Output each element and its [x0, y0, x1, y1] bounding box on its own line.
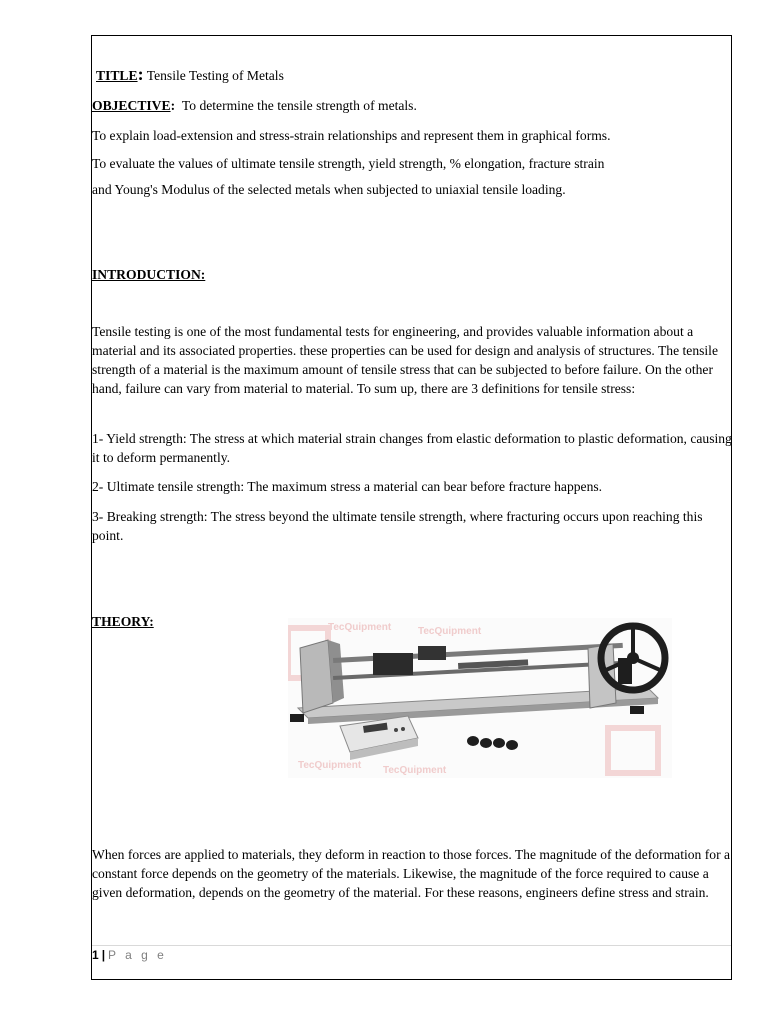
watermark-text-bottom-2: TecQuipment — [383, 765, 447, 776]
objective-label: OBJECTIVE — [92, 98, 171, 113]
objective-line-2: To explain load-extension and stress-strain relationships and represent them in graphical forms. — [92, 128, 611, 143]
objective-colon: : — [170, 98, 176, 113]
title-text: Tensile Testing of Metals — [146, 68, 284, 83]
theory-heading: THEORY: — [92, 614, 154, 629]
objective-line-4: and Young's Modulus of the selected metals when subjected to uniaxial tensile loading. — [92, 182, 566, 197]
title-colon: : — [137, 64, 144, 84]
objective-text: To determine the tensile strength of metals. — [181, 98, 417, 113]
definition-yield: 1- Yield strength: The stress at which material strain changes from elastic deformation to plastic deformation, causing it to deform permanently. — [92, 431, 732, 465]
watermark-text-top: TecQuipment — [328, 622, 392, 633]
page-footer — [92, 947, 167, 963]
definition-breaking: 3- Breaking strength: The stress beyond the ultimate tensile strength, where fracturing occurs upon reaching this point. — [92, 509, 703, 543]
page-label: P a g e — [108, 948, 167, 962]
theory-paragraph: When forces are applied to materials, they deform in reaction to those forces. The magnitude of the deformation for a constant force depends on the geometry of the materials. Likewise, the magnitude of the force required to cause a given deformation, depends on the geometry of the material. For these reasons, engineers define stress and strain. — [92, 847, 731, 900]
introduction-paragraph: Tensile testing is one of the most fundamental tests for engineering, and provides valuable information about a material and its associated properties. these properties can be used for design and analysis of structures. The tensile strength of a material is the maximum amount of tensile stress that can be subjected to before failure. On the other hand, failure can vary from material to material. To sum up, there are 3 definitions for tensile stress: — [92, 324, 718, 396]
footer-divider — [92, 945, 731, 946]
objective-line — [92, 96, 417, 115]
page-number: 1 — [92, 948, 99, 962]
watermark-text-top-2: TecQuipment — [418, 626, 482, 637]
objective-line-3: To evaluate the values of ultimate tensile strength, yield strength, % elongation, fracture strain — [92, 156, 605, 171]
tensile-machine-illustration — [288, 618, 672, 778]
title-label: TITLE — [96, 68, 138, 83]
tensile-testing-machine-image — [288, 618, 672, 778]
footer-separator: | — [101, 948, 106, 962]
definition-ultimate: 2- Ultimate tensile strength: The maximum stress a material can bear before fracture happens. — [92, 479, 603, 494]
title-line — [96, 65, 284, 85]
introduction-heading: INTRODUCTION: — [92, 267, 206, 282]
watermark-text-bottom: TecQuipment — [298, 760, 362, 771]
